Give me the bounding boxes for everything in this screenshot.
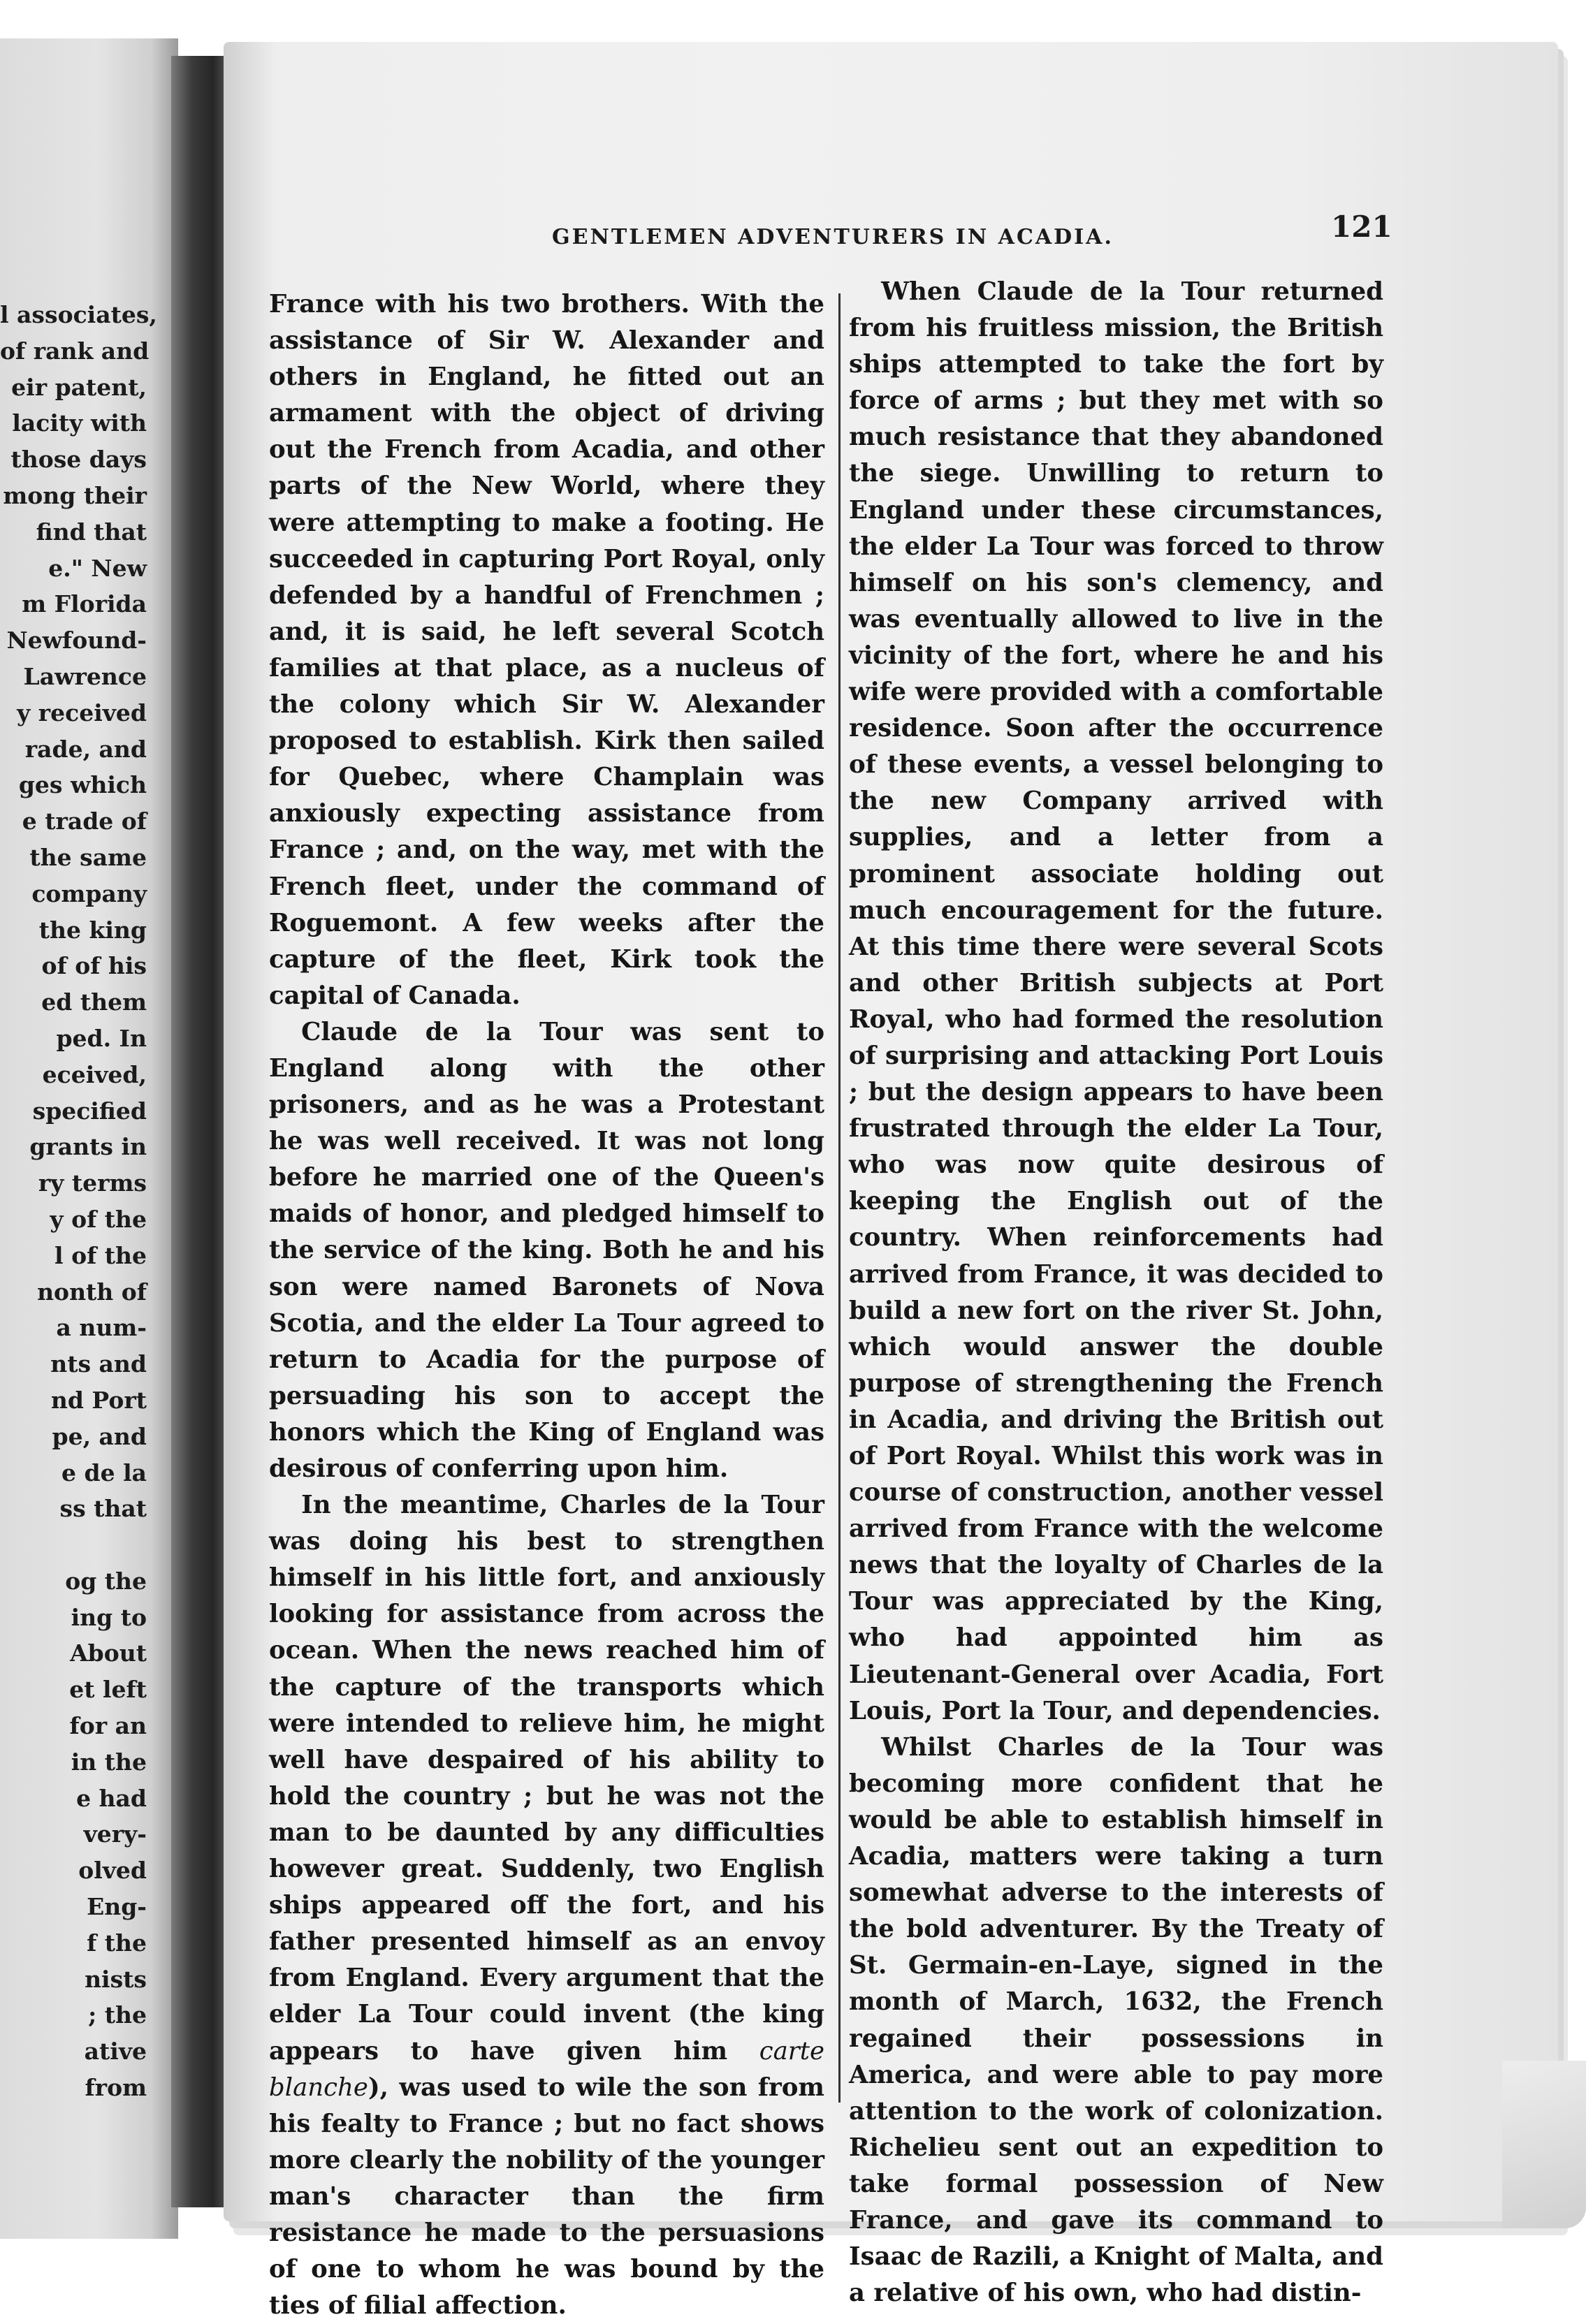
italic-phrase: carte blanche bbox=[269, 2036, 824, 2102]
previous-page-fragment: grants in bbox=[29, 1133, 147, 1161]
previous-page-fragment: olved bbox=[78, 1857, 147, 1885]
page-corner-curl bbox=[1502, 2061, 1586, 2228]
paragraph-treaty-saint-germain: Whilst Charles de la Tour was becoming more confident that he would be able to establish himself in Acadia, matters were taking a turn somewhat adverse to the interests of the bold adventurer. By the Treaty of St. Germain-en-Laye, signed in the month of March, 1632, the French regained their possessions in America, and were able to pay more attention to the work of colonization. Richelieu sent out an expedition to take formal possession of New France, and gave its command to Isaac de Razili, a Knight of Malta, and a relative of his own, who had distin- bbox=[849, 1732, 1383, 2308]
previous-page-fragment: l of the bbox=[54, 1241, 147, 1269]
previous-page-fragment: lacity with bbox=[12, 409, 147, 437]
previous-page-fragment: mong their bbox=[3, 481, 147, 509]
previous-page-fragment: y received bbox=[17, 699, 147, 726]
previous-page-fragment: eceived, bbox=[42, 1060, 147, 1088]
previous-page-fragment: company bbox=[31, 879, 147, 907]
right-column bbox=[849, 274, 1383, 2311]
previous-page-fragment: the king bbox=[38, 916, 147, 944]
previous-page-fragment: ry terms bbox=[38, 1169, 147, 1197]
previous-page-fragment: m Florida bbox=[22, 590, 147, 618]
previous-page-fragment: e trade of bbox=[22, 807, 147, 835]
previous-page-fragment: pe, and bbox=[52, 1422, 147, 1450]
previous-page-fragment: Eng- bbox=[87, 1893, 147, 1921]
previous-page-fragment: Newfound- bbox=[6, 627, 147, 655]
previous-page-fragment: ed them bbox=[41, 988, 147, 1016]
previous-page-text-fragments bbox=[0, 297, 157, 2106]
previous-page-fragment: nists bbox=[85, 1965, 147, 1993]
left-column bbox=[269, 286, 824, 2324]
previous-page-fragment: e had bbox=[76, 1784, 147, 1812]
previous-page-fragment: ped. In bbox=[56, 1024, 147, 1052]
previous-page-fragment: eir patent, bbox=[11, 373, 147, 401]
previous-page-fragment: specified bbox=[32, 1097, 147, 1125]
previous-page-fragment: ges which bbox=[18, 771, 147, 799]
paragraph-claude-in-england: Claude de la Tour was sent to England along with the other prisoners, and as he was a Protestant he was well received. It was not long before he married one of the Queen's maids of honor, and pledged himself to the service of the king. Both he and his son were named Baronets of Nova Scotia, and the elder La Tour agreed to return to Acadia for the purpose of persuading his son to accept the honors which the King of England was desirous of conferring upon him. bbox=[269, 1017, 824, 1483]
previous-page-fragment: e." New bbox=[48, 554, 147, 582]
previous-page-fragment: og the bbox=[65, 1567, 147, 1595]
column-divider bbox=[838, 293, 841, 2103]
paragraph-siege-and-fort: When Claude de la Tour returned from his fruitless mission, the British ships attempted to take the fort by force of arms ; but they met with so much resistance that they abandoned the siege. Unwilling to return to England under these circumstances, the elder La Tour was forced to throw himself on his son's clemency, and was eventually allowed to live in the vicinity of the fort, where he and his wife were provided with a comfortable residence. Soon after the occurrence of these events, a vessel belonging to the new Company arrived with supplies, and a letter from a prominent associate holding out much encouragement for the future. At this time there were several Scots and other British subjects at Port Royal, who had formed the resolution of surprising and attacking Port Louis ; but the design appears to have been frustrated through the elder La Tour, who was now quite desirous of keeping the English out of the country. When reinforcements had arrived from France, it was decided to build a new fort on the river St. John, which would answer the double purpose of strengthening the French in Acadia, and driving the British out of Port Royal. Whilst this work was in course of construction, another vessel arrived from France with the welcome news that the loyalty of Charles de la Tour was appreciated by the King, who had appointed him as Lieutenant-General over Acadia, Fort Louis, Port la Tour, and dependencies. bbox=[849, 277, 1383, 1725]
previous-page-fragment: of rank and bbox=[0, 337, 150, 365]
previous-page-fragment: the same bbox=[29, 843, 147, 871]
previous-page-fragment: those days bbox=[10, 446, 147, 474]
previous-page-fragment: et left bbox=[69, 1676, 147, 1704]
previous-page-fragment: find that bbox=[36, 518, 147, 546]
previous-page-fragment: ss that bbox=[59, 1495, 147, 1523]
previous-page-fragment: for an bbox=[69, 1712, 147, 1740]
previous-page-fragment: very- bbox=[83, 1820, 147, 1848]
paragraph-charles-resistance: In the meantime, Charles de la Tour was doing his best to strengthen himself in his little fort, and anxiously looking for assistance from across the ocean. When the news reached him of the capture of the transports which were intended to relieve him, he might well have despaired of his ability to hold the country ; but he was not the man to be daunted by any difficulties however great. Suddenly, two English ships appeared off the fort, and his father presented himself as an envoy from England. Every argument that the elder La Tour could invent (the king appears to have given him carte blanche), was used to wile the son from his fealty to France ; but no fact shows more clearly the nobility of the younger man's character than the firm resistance he made to the persuasions of one to whom he was bound by the ties of filial affection. bbox=[269, 1491, 824, 2321]
previous-page-fragment: Lawrence bbox=[23, 662, 147, 690]
page-number: 121 bbox=[1331, 210, 1392, 244]
previous-page-fragment: of of his bbox=[41, 952, 147, 980]
paragraph-kirk-expedition: France with his two brothers. With the assistance of Sir W. Alexander and others in England, he fitted out an armament with the object of driving out the French from Acadia, and other parts of the New World, where they were attempting to make a footing. He succeeded in capturing Port Royal, only defended by a handful of Frenchmen ; and, it is said, he left several Scotch families at that place, as a nucleus of the colony which Sir W. Alexander proposed to establish. Kirk then sailed for Quebec, where Champlain was anxiously expecting assistance from France ; and, on the way, met with the French fleet, under the command of Roguemont. A few weeks after the capture of the fleet, Kirk took the capital of Canada. bbox=[269, 290, 824, 1010]
previous-page-fragment: f the bbox=[87, 1929, 147, 1957]
previous-page-fragment: in the bbox=[71, 1748, 147, 1776]
previous-page-fragment: from bbox=[85, 2074, 147, 2102]
previous-page-fragment: nts and bbox=[50, 1350, 147, 1378]
previous-page-fragment: ; the bbox=[88, 2001, 147, 2029]
previous-page-fragment: e de la bbox=[61, 1459, 147, 1486]
previous-page-fragment: About bbox=[70, 1639, 147, 1667]
previous-page-fragment: rade, and bbox=[24, 735, 147, 763]
previous-page-fragment bbox=[0, 1527, 147, 1563]
previous-page-fragment: nd Port bbox=[50, 1386, 147, 1414]
previous-page-fragment: a num- bbox=[56, 1314, 147, 1342]
running-head: GENTLEMEN ADVENTURERS IN ACADIA. bbox=[552, 225, 1114, 249]
previous-page-fragment: l associates, bbox=[0, 301, 157, 328]
previous-page-fragment: nonth of bbox=[37, 1278, 147, 1306]
previous-page-fragment: y of the bbox=[50, 1205, 147, 1233]
previous-page-fragment: ing to bbox=[71, 1603, 147, 1631]
previous-page-fragment: ative bbox=[84, 2038, 147, 2066]
